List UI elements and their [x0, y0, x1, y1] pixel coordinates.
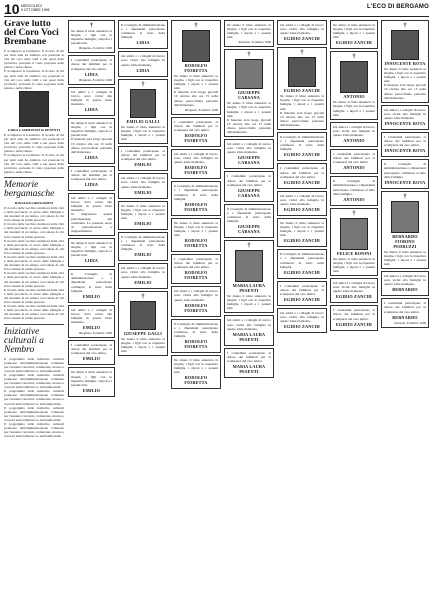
notices-column-1 — [68, 20, 115, 596]
deceased-name: EGIDIO ZANCHI — [284, 297, 320, 302]
notice-text: Ne danno il triste annuncio la moglie, i figli con le rispettive famiglie, i nipoti e i parenti tutti. — [280, 220, 324, 238]
notice-text: Il Consiglio di amministrazione e i dipendenti partecipano commossi al lutto della famiglia. — [71, 272, 112, 293]
deceased-name: GIUSEPPE CARSANA — [237, 187, 261, 198]
notice-text: Gli amici e i colleghi di lavoro sono vicini alla famiglia in questo triste momento. — [71, 89, 112, 106]
notice-text: I condomini partecipano al dolore dei familiari per la scomparsa del caro amico. — [174, 257, 218, 270]
notice-text: I condomini partecipano al dolore dei familiari per la scomparsa del caro amico. — [174, 119, 218, 132]
deceased-name: EMILIO GALLI — [126, 118, 160, 124]
notice-text: I condomini partecipano al dolore dei familiari per la scomparsa del caro amico. — [121, 149, 165, 162]
deceased-name: FELICE BONINI — [336, 250, 372, 256]
portrait-photo — [130, 301, 156, 330]
notice-text: Il Consiglio di amministrazione e i dipendenti partecipano commossi al lutto della famiglia. — [121, 234, 165, 252]
cross-icon: † — [300, 50, 304, 57]
deceased-name: GIUSEPPE CARSANA — [237, 224, 261, 235]
notice-text: Il Consiglio di amministrazione e i dipendenti partecipano commossi al lutto della famiglia. — [121, 23, 165, 40]
notices-column-2 — [118, 20, 168, 596]
deceased-name: RODOLFO FIORETTA — [184, 133, 208, 144]
notice-text: Il Consiglio di amministrazione e i dipendenti partecipano commossi al lutto della famiglia. — [227, 206, 271, 223]
notice-signature: Sorisole, 8 ottobre 1996 — [394, 320, 426, 325]
death-notice — [224, 49, 274, 137]
death-notice — [68, 340, 115, 365]
page-number: 10 — [4, 1, 20, 17]
notice-signature: Bergamo, 8 ottobre 1996 — [79, 46, 112, 51]
cross-icon: † — [90, 23, 93, 29]
death-notice — [171, 254, 221, 284]
deceased-name: LIDIA — [84, 182, 99, 188]
deceased-name: RODOLFO FIORETTA — [184, 165, 208, 176]
iniziative-text-3: Il programma delle iniziative culturali promosse dall'amministrazione comunale per l'autunno: incontri, conferenze, mostre e concerti nella biblioteca e nell'auditorium. — [4, 389, 64, 406]
death-notice — [277, 163, 327, 188]
notice-text: Ne danno il triste annuncio la moglie, i figli con le rispettive famiglie, i nipoti e i parenti tutti. — [227, 101, 271, 118]
deceased-name: EGIDIO ZANCHI — [284, 206, 320, 212]
death-notice — [68, 305, 115, 338]
deceased-name: INNOCENTE ROTA — [384, 121, 426, 127]
death-notice — [118, 20, 168, 49]
death-notice — [330, 51, 378, 119]
deceased-name: INNOCENTE ROTA — [384, 179, 426, 185]
notice-text: Il Consiglio di amministrazione e i dipendenti partecipano commossi al lutto della famiglia. — [280, 252, 324, 269]
deceased-name: MARIA LAURA PESENTI — [232, 283, 266, 294]
notice-text: I condomini partecipano al dolore dei familiari per la scomparsa del caro amico. — [333, 152, 375, 165]
notice-text: I condomini partecipano al dolore dei familiari per la scomparsa del caro amico. — [384, 135, 426, 148]
death-notice — [224, 20, 274, 47]
death-notice — [68, 87, 115, 116]
notices-column-7 — [381, 20, 429, 596]
death-notice — [224, 139, 274, 169]
deceased-name: INNOCENTE ROTA — [384, 148, 426, 154]
cross-icon: † — [141, 81, 145, 88]
death-notice — [118, 79, 168, 144]
deceased-name: EGIDIO ZANCHI — [284, 88, 320, 94]
deceased-name: ANTONIO — [343, 138, 365, 144]
death-notice — [171, 319, 221, 353]
notice-text: Gli amici e i colleghi di lavoro sono vicini alla famiglia in questo triste momento. — [384, 107, 426, 120]
photo-caption: LIDIA CAMMINATI in PESENTI — [8, 127, 60, 132]
memorie-headline: Memorie bergamasche — [4, 179, 55, 199]
death-notice — [68, 238, 115, 267]
memorie-text: Il ricordo delle vecchie tradizioni della città e della provincia, le storie delle famiglie e dei mestieri di un tempo, raccontate da chi le ha vissute in prima persona. — [4, 205, 64, 223]
death-notice — [118, 146, 168, 171]
notice-text: Gli amici e i colleghi di lavoro sono vicini alla famiglia in questo triste momento. — [227, 142, 271, 155]
portrait-photo — [130, 89, 156, 118]
death-notice — [68, 166, 115, 191]
death-notice — [68, 367, 115, 396]
notice-text: Il funerale avrà luogo giovedì 10 ottobre alle ore 15 nella chiesa parrocchiale partendo dall'abitazione. — [71, 137, 112, 154]
notice-text: Ne danno il triste annuncio la moglie, i figli con le rispettive famiglie, i nipoti e i parenti tutti. — [121, 203, 165, 220]
deceased-name: ANTONIO — [343, 165, 365, 171]
portrait-photo — [182, 30, 210, 62]
death-notice — [68, 20, 115, 53]
iniziative-text: Il programma delle iniziative culturali promosse dall'amministrazione comunale per l'autunno: incontri, conferenze, mostre e concerti nella biblioteca e nell'auditorium. — [4, 356, 64, 373]
deceased-name: EGIDIO ZANCHI — [336, 40, 372, 46]
notice-text: I condomini partecipano al dolore dei familiari per la scomparsa del caro amico. — [71, 343, 112, 356]
cross-icon: † — [403, 23, 407, 29]
divider — [4, 177, 64, 178]
deceased-name: RODOLFO FIORETTA — [184, 238, 208, 249]
notice-text: Il Consiglio di amministrazione e i dipendenti partecipano commossi al lutto della famiglia. — [174, 321, 218, 338]
deceased-name: EMILIO — [134, 220, 152, 226]
notices-column-4 — [224, 20, 274, 596]
death-notice — [330, 149, 378, 174]
notice-text: Il funerale avrà luogo giovedì 10 ottobre alle ore 15 nella chiesa parrocchiale partendo dall'abitazione. — [227, 117, 271, 135]
death-notice — [118, 173, 168, 198]
masthead: L'ECO DI BERGAMO — [367, 4, 429, 10]
cross-icon: † — [352, 54, 356, 61]
deceased-name: EMILIO — [134, 189, 152, 195]
death-notice — [68, 118, 115, 164]
death-notice — [330, 20, 378, 49]
death-notice — [171, 117, 221, 147]
deceased-name: EGIDIO ZANCHI — [284, 324, 320, 330]
notice-text: Gli amici e i colleghi di lavoro sono vicini alla famiglia in questo triste momento. — [71, 307, 112, 325]
deceased-name: LIDIA — [84, 258, 99, 264]
notice-text: Gli amici e i colleghi di lavoro sono vicini alla famiglia in questo triste momento. — [71, 196, 112, 213]
notice-text: Ne danno il triste annuncio la moglie, i figli con le rispettive famiglie, i nipoti e i parenti tutti. — [227, 294, 271, 311]
death-notice — [330, 305, 378, 330]
notice-text: Ne danno il triste annuncio la moglie, i figli con le rispettive famiglie, i nipoti e i parenti tutti. — [121, 124, 165, 141]
death-notice — [381, 105, 429, 130]
notices-column-5 — [277, 20, 327, 596]
deceased-name: BERNARDO — [392, 314, 418, 320]
notice-text: Ne danno il triste annuncio la moglie, i figli con le rispettive famiglie, i nipoti e i parenti tutti. — [71, 370, 112, 387]
notice-text: Ne danno il triste annuncio la moglie, i figli con le rispettive famiglie, i nipoti e i parenti tutti. — [174, 358, 218, 375]
death-notice — [118, 201, 168, 230]
choir-text-2: È scomparsa la fondatrice. Il ricordo di chi per tanti anni ha animato con passione la vita del coro nelle valli e nei paesi della provincia, portando il canto popolare nelle piazze e nelle chiese. — [4, 69, 64, 90]
choir-text-3: È scomparsa la fondatrice. Il ricordo di chi per tanti anni ha animato con passione la vita del coro nelle valli e nei paesi della provincia, portando il canto popolare nelle piazze e nelle chiese. — [4, 132, 64, 154]
articles-column — [4, 20, 64, 596]
notice-text: I condomini partecipano al dolore dei familiari per la scomparsa del caro amico. — [227, 350, 271, 363]
notice-text: Gli amici e i colleghi di lavoro sono vicini alla famiglia in questo triste momento. — [121, 266, 165, 279]
death-notice — [381, 159, 429, 188]
cross-icon: † — [194, 23, 198, 29]
notice-text: Gli amici e i colleghi di lavoro sono vicini alla famiglia in questo triste momento. — [333, 281, 375, 294]
notice-text: Ne danno il triste annuncio la moglie, i figli con le rispettive famiglie, i nipoti e i parenti tutti. — [71, 29, 112, 46]
notice-text: I condomini partecipano al dolore dei familiari per la scomparsa del caro amico. — [333, 308, 375, 321]
notice-text: Il Consiglio di amministrazione e i dipendenti partecipano commossi al lutto della famiglia. — [384, 162, 426, 179]
death-notice — [277, 249, 327, 278]
death-notice — [277, 47, 327, 130]
deceased-name: LIDIA — [84, 154, 99, 160]
death-notice — [118, 51, 168, 76]
notice-text: I condomini partecipano al dolore dei familiari per la scomparsa del caro amico. — [280, 166, 324, 179]
notice-text: Gli amici e i colleghi di lavoro sono vicini alla famiglia in questo triste momento. — [227, 318, 271, 331]
deceased-name: EMILIO — [82, 325, 101, 331]
notice-text: Ne danno il triste annuncio la moglie, i figli con le rispettive famiglie, i nipoti e i parenti tutti. — [121, 336, 165, 353]
notice-text: Ne danno il triste annuncio la moglie, i figli con le rispettive famiglie, i nipoti e i parenti tutti. — [280, 94, 324, 111]
iniziative-text-4: Il programma delle iniziative culturali promosse dall'amministrazione comunale per l'autunno: incontri, conferenze, mostre e concerti nella biblioteca e nell'auditorium. — [4, 405, 64, 422]
notices-column-6 — [330, 20, 378, 596]
deceased-name: EGIDIO ZANCHI — [284, 238, 320, 244]
death-notice — [381, 271, 429, 296]
memorie-byline: RINALDO GREGORINI — [14, 200, 54, 205]
notice-text: I condomini partecipano al dolore dei familiari per la scomparsa del caro amico. — [227, 174, 271, 187]
notice-text: Il Consiglio di amministrazione e i dipendenti partecipano commossi al lutto della famiglia. — [333, 179, 375, 196]
deceased-name: EMILIO — [82, 356, 101, 362]
portrait-photo — [391, 30, 419, 60]
deceased-name: RODOLFO FIORETTA — [184, 270, 208, 281]
death-notice — [118, 232, 168, 261]
deceased-name: EGIDIO ZANCHI — [284, 36, 320, 42]
death-notice — [277, 132, 327, 161]
death-notice — [381, 132, 429, 157]
deceased-name: BERNARDO — [392, 287, 418, 293]
notice-text: I condomini partecipano al dolore dei familiari per la scomparsa del caro amico. — [71, 58, 112, 71]
death-notice — [277, 191, 327, 216]
notice-text: I condomini partecipano al dolore dei familiari per la scomparsa del caro amico. — [280, 283, 324, 296]
death-notice — [171, 149, 221, 179]
deceased-name: LIDIA — [84, 71, 99, 77]
deceased-name: EMILIO — [82, 387, 101, 393]
notice-text: Gli amici e i colleghi di lavoro sono vicini alla famiglia in questo triste momento. — [333, 124, 375, 137]
deceased-name: RODOLFO FIORETTA — [184, 302, 208, 313]
deceased-name: LIDIA — [84, 107, 99, 113]
death-notice — [118, 263, 168, 288]
portrait-photo — [391, 201, 419, 233]
cross-icon: † — [352, 210, 356, 217]
deceased-name: BERNARDO FIORINO PEDRUZZI — [392, 233, 418, 249]
memorie-text-4: Il ricordo delle vecchie tradizioni della città e della provincia, le storie delle famiglie e dei mestieri di un tempo, raccontate da chi le ha vissute in prima persona. — [4, 255, 64, 272]
portrait-photo — [19, 91, 49, 127]
portrait-photo — [235, 250, 263, 282]
death-notice — [224, 240, 274, 313]
death-notice — [68, 55, 115, 84]
deceased-name: EGIDIO ZANCHI — [284, 269, 320, 275]
deceased-name: ANTONIO — [343, 94, 365, 100]
memorie-text-7: Il ricordo delle vecchie tradizioni della città e della provincia, le storie delle famiglie e dei mestieri di un tempo, raccontate da chi le ha vissute in prima persona. — [4, 304, 64, 321]
memorie-text-3: Il ricordo delle vecchie tradizioni della città e della provincia, le storie delle famiglie e dei mestieri di un tempo, raccontate da chi le ha vissute in prima persona. — [4, 238, 64, 255]
memorie-text-6: Il ricordo delle vecchie tradizioni della città e della provincia, le storie delle famiglie e dei mestieri di un tempo, raccontate da chi le ha vissute in prima persona. — [4, 287, 64, 305]
death-notice — [330, 122, 378, 147]
notice-text: Gli amici e i colleghi di lavoro sono vicini alla famiglia in questo triste momento. — [280, 23, 324, 36]
notice-text: Gli amici e i colleghi di lavoro sono vicini alla famiglia in questo triste momento. — [280, 311, 324, 324]
death-notice — [277, 308, 327, 333]
notice-text: Si ringraziano quanti parteciperanno alla cerimonia. La presente serve di partecipazione e ringraziamento. — [71, 212, 112, 233]
notice-text: Ne danno il triste annuncio la moglie, i figli con le rispettive famiglie, i nipoti e i parenti tutti. — [71, 121, 112, 138]
notice-text: Gli amici e i colleghi di lavoro sono vicini alla famiglia in questo triste momento. — [174, 152, 218, 165]
notice-signature: Bergamo, 8 ottobre 1996 — [79, 331, 112, 336]
deceased-name: RODOLFO FIORETTA — [184, 201, 208, 212]
notice-text: Ne danno il triste annuncio la moglie, i figli con le rispettive famiglie, i nipoti e i parenti tutti. — [384, 249, 426, 266]
death-notice — [330, 208, 378, 276]
page-header — [4, 1, 429, 17]
death-notice — [381, 20, 429, 103]
iniziative-headline: Iniziative culturali a Nembro — [4, 326, 44, 355]
deceased-name: RODOLFO FIORETTA — [184, 63, 208, 73]
notice-text: Gli amici e i colleghi di lavoro sono vicini alla famiglia in questo triste momento. — [174, 289, 218, 302]
deceased-name: EMILIO — [134, 162, 152, 168]
death-notice — [68, 269, 115, 302]
death-notice — [381, 298, 429, 327]
death-notice — [171, 218, 221, 252]
notice-text: Il funerale avrà luogo giovedì 10 ottobre alle ore 15 nella chiesa parrocchiale partendo dall'abitazione. — [384, 83, 426, 100]
choir-text: È scomparsa la fondatrice. Il ricordo di chi per tanti anni ha animato con passione la vita del coro nelle valli e nei paesi della provincia, portando il canto popolare nelle piazze e nelle chiese. — [4, 49, 64, 70]
cross-icon: † — [247, 243, 251, 250]
death-notice — [171, 181, 221, 215]
death-notice — [224, 348, 274, 378]
date-line: MERCOLEDÌ 9 OTTOBRE 1996 — [21, 4, 50, 12]
death-notice — [224, 315, 274, 345]
choir-text-4: È scomparsa la fondatrice. Il ricordo di chi per tanti anni ha animato con passione la vita del coro nelle valli e nei paesi della provincia, portando il canto popolare nelle piazze e nelle chiese. — [4, 153, 64, 174]
deceased-name: EGIDIO ZANCHI — [336, 321, 372, 327]
iniziative-text-5: Il programma delle iniziative culturali promosse dall'amministrazione comunale per l'autunno: incontri, conferenze, mostre e concerti nella biblioteca e nell'auditorium. — [4, 422, 64, 439]
deceased-name: EMILIO — [82, 293, 101, 299]
cross-icon: † — [247, 52, 251, 59]
deceased-name: MARIA LAURA PESENTI — [232, 331, 266, 342]
notice-text: Ne danno il triste annuncio la moglie, i figli con le rispettive famiglie, i nipoti e i parenti tutti. — [227, 23, 271, 40]
notice-text: Ne danno il triste annuncio la moglie, i figli con le rispettive famiglie, i nipoti e i parenti tutti. — [333, 23, 375, 40]
notices-column-3 — [171, 20, 221, 596]
notice-signature: Almenno, 8 ottobre 1996 — [238, 40, 271, 45]
notice-text: Ne danno il triste annuncio la moglie, i figli con le rispettive famiglie, i nipoti e i parenti tutti. — [174, 74, 218, 91]
notice-text: Gli amici e i colleghi di lavoro sono vicini alla famiglia in questo triste momento. — [280, 193, 324, 206]
deceased-name: GIUSEPPE GALLI — [123, 330, 163, 336]
deceased-name: ANTONIO — [343, 196, 365, 202]
notice-text: Ne danno il triste annuncio la moglie, i figli con le rispettive famiglie, i nipoti e i parenti tutti. — [71, 240, 112, 258]
notice-text: Ne danno il triste annuncio la moglie, i figli con le rispettive famiglie, i nipoti e i parenti tutti. — [333, 256, 375, 273]
deceased-name: INNOCENTE ROTA — [384, 61, 426, 66]
deceased-name: LIDIA — [136, 40, 150, 46]
notice-text: Gli amici e i colleghi di lavoro sono vicini alla famiglia in questo triste momento. — [121, 54, 165, 67]
deceased-name: EGIDIO ZANCHI — [336, 294, 372, 300]
iniziative-text-2: Il programma delle iniziative culturali promosse dall'amministrazione comunale per l'autunno: incontri, conferenze, mostre e concerti nella biblioteca e nell'auditorium. — [4, 372, 64, 390]
portrait-photo — [340, 218, 368, 250]
death-notice — [171, 20, 221, 115]
notice-text: Il funerale avrà luogo giovedì 10 ottobre alle ore 15 nella chiesa parrocchiale partendo dall'abitazione. — [174, 90, 218, 107]
death-notice — [171, 286, 221, 316]
deceased-name: EGIDIO ZANCHI — [284, 179, 320, 185]
death-notice — [381, 191, 429, 269]
deceased-name: LIDIA — [136, 67, 150, 73]
choir-headline: Grave lutto del Coro Voci Brembane — [4, 20, 59, 47]
portrait-photo — [235, 59, 263, 89]
memorie-text-2: Il ricordo delle vecchie tradizioni della città e della provincia, le storie delle famiglie e dei mestieri di un tempo, raccontate da chi le ha vissute in prima persona. — [4, 222, 64, 239]
deceased-name: RODOLFO FIORETTA — [184, 339, 208, 349]
deceased-name: EMILIO — [134, 279, 152, 285]
cross-icon: † — [403, 193, 407, 200]
notice-text: Ne danno il triste annuncio la moglie, i figli con le rispettive famiglie, i nipoti e i parenti tutti. — [384, 67, 426, 84]
notice-text: I condomini partecipano al dolore dei familiari per la scomparsa del caro amico. — [71, 168, 112, 181]
divider — [4, 324, 64, 325]
deceased-name: EGIDIO ZANCHI — [284, 152, 320, 158]
death-notice — [118, 291, 168, 356]
notice-signature: Bergamo, 8 ottobre 1996 — [185, 107, 218, 112]
notice-text: Gli amici e i colleghi di lavoro sono vicini alla famiglia in questo triste momento. — [121, 176, 165, 189]
death-notice — [68, 193, 115, 236]
notice-text: Ne danno il triste annuncio la moglie, i figli con le rispettive famiglie, i nipoti e i parenti tutti. — [333, 100, 375, 117]
notice-signature: Bergamo, 8 ottobre 1996 — [79, 77, 112, 82]
cross-icon: † — [141, 293, 145, 300]
deceased-name: MARIA LAURA PESENTI — [232, 364, 266, 374]
deceased-name: GIUSEPPE CARSANA — [237, 90, 261, 101]
deceased-name: RODOLFO FIORETTA — [184, 375, 208, 386]
death-notice — [171, 355, 221, 389]
portrait-photo — [340, 61, 368, 93]
death-notice — [330, 176, 378, 205]
portrait-photo — [288, 57, 316, 87]
death-notice — [224, 171, 274, 201]
death-notice — [277, 20, 327, 45]
death-notice — [277, 281, 327, 306]
notice-text: Ne danno il triste annuncio la moglie, i figli con le rispettive famiglie, i nipoti e i parenti tutti. — [174, 220, 218, 237]
notice-text: Gli amici e i colleghi di lavoro sono vicini alla famiglia in questo triste momento. — [384, 274, 426, 287]
notice-text: Il Consiglio di amministrazione e i dipendenti partecipano commossi al lutto della famiglia. — [280, 135, 324, 152]
memorie-text-5: Il ricordo delle vecchie tradizioni della città e della provincia, le storie delle famiglie e dei mestieri di un tempo, raccontate da chi le ha vissute in prima persona. — [4, 271, 64, 288]
deceased-name: EMILIO — [134, 252, 152, 258]
notice-text: Il Consiglio di amministrazione e i dipendenti partecipano commossi al lutto della famiglia. — [174, 184, 218, 201]
notice-text: Il funerale avrà luogo giovedì 10 ottobre alle ore 15 nella chiesa parrocchiale partendo dall'abitazione. — [280, 110, 324, 127]
death-notice — [224, 204, 274, 238]
deceased-name: GIUSEPPE CARSANA — [237, 155, 261, 166]
death-notice — [330, 278, 378, 303]
notice-text: I condomini partecipano al dolore dei familiari per la scomparsa del caro amico. — [384, 301, 426, 314]
death-notice — [277, 218, 327, 247]
